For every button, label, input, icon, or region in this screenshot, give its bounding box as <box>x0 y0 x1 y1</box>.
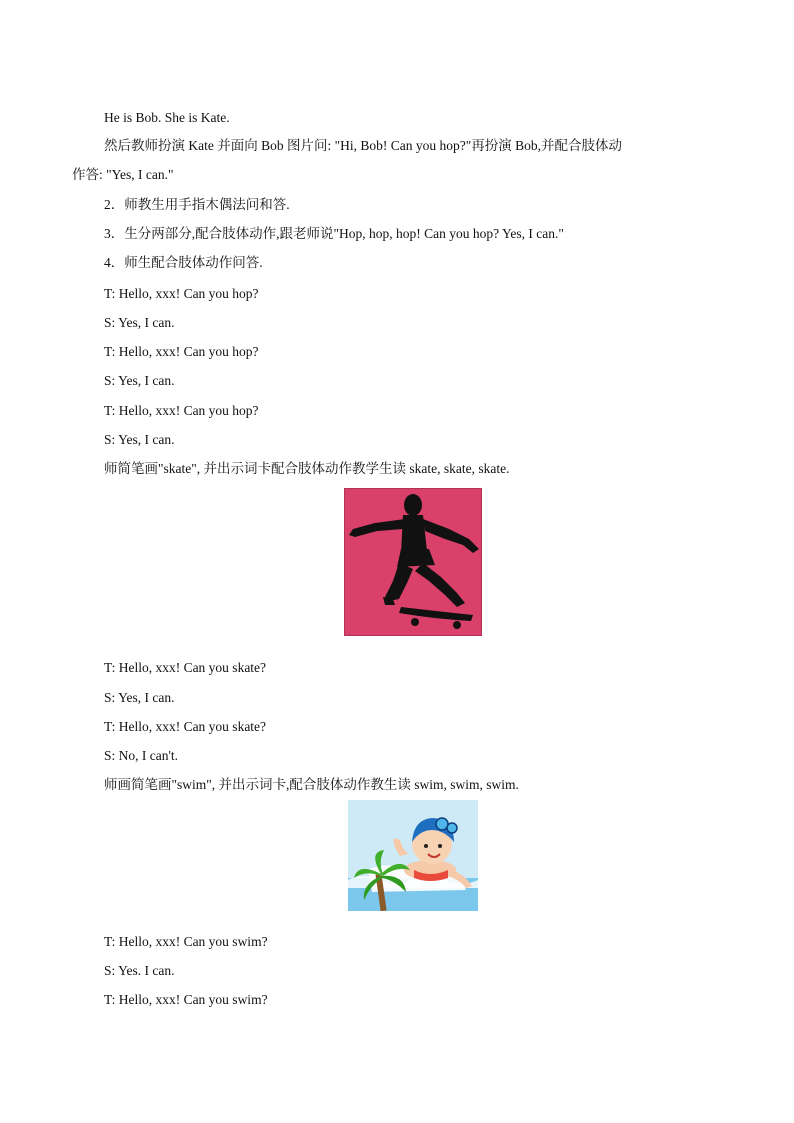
dialogue-line: T: Hello, xxx! Can you skate? <box>104 660 267 675</box>
text-line: 2．师教生用手指木偶法问和答. <box>104 197 290 212</box>
skate-illustration <box>344 488 482 636</box>
dialogue-line: S: Yes, I can. <box>104 690 175 705</box>
dialogue-line: T: Hello, xxx! Can you hop? <box>104 286 259 301</box>
text-line: 然后教师扮演 Kate 并面向 Bob 图片问: "Hi, Bob! Can you hop?"再扮演 Bob,并配合肢体动 <box>104 138 623 153</box>
dialogue-line: T: Hello, xxx! Can you hop? <box>104 344 259 359</box>
text-line: 师画简笔画"swim", 并出示词卡,配合肢体动作教生读 swim, swim, swim. <box>104 777 519 792</box>
swimmer-icon <box>348 800 478 911</box>
dialogue-line: S: No, I can't. <box>104 748 179 763</box>
text-line: 师简笔画"skate", 并出示词卡配合肢体动作教学生读 skate, skate, skate. <box>104 461 510 476</box>
dialogue-line: T: Hello, xxx! Can you swim? <box>104 934 268 949</box>
dialogue-line: T: Hello, xxx! Can you skate? <box>104 719 267 734</box>
dialogue-line: T: Hello, xxx! Can you hop? <box>104 403 259 418</box>
dialogue-line: S: Yes. I can. <box>104 963 175 978</box>
dialogue-line: S: Yes, I can. <box>104 373 175 388</box>
text-line: 3．生分两部分,配合肢体动作,跟老师说"Hop, hop, hop! Can you hop? Yes, I can." <box>104 226 564 241</box>
dialogue-line: S: Yes, I can. <box>104 315 175 330</box>
dialogue-line: S: Yes, I can. <box>104 432 175 447</box>
skateboarder-icon <box>345 489 481 635</box>
dialogue-line: T: Hello, xxx! Can you swim? <box>104 992 268 1007</box>
text-line: 4．师生配合肢体动作问答. <box>104 255 263 270</box>
text-line: He is Bob. She is Kate. <box>104 110 230 125</box>
text-line: 作答: "Yes, I can." <box>72 167 174 182</box>
swim-illustration <box>348 800 478 911</box>
